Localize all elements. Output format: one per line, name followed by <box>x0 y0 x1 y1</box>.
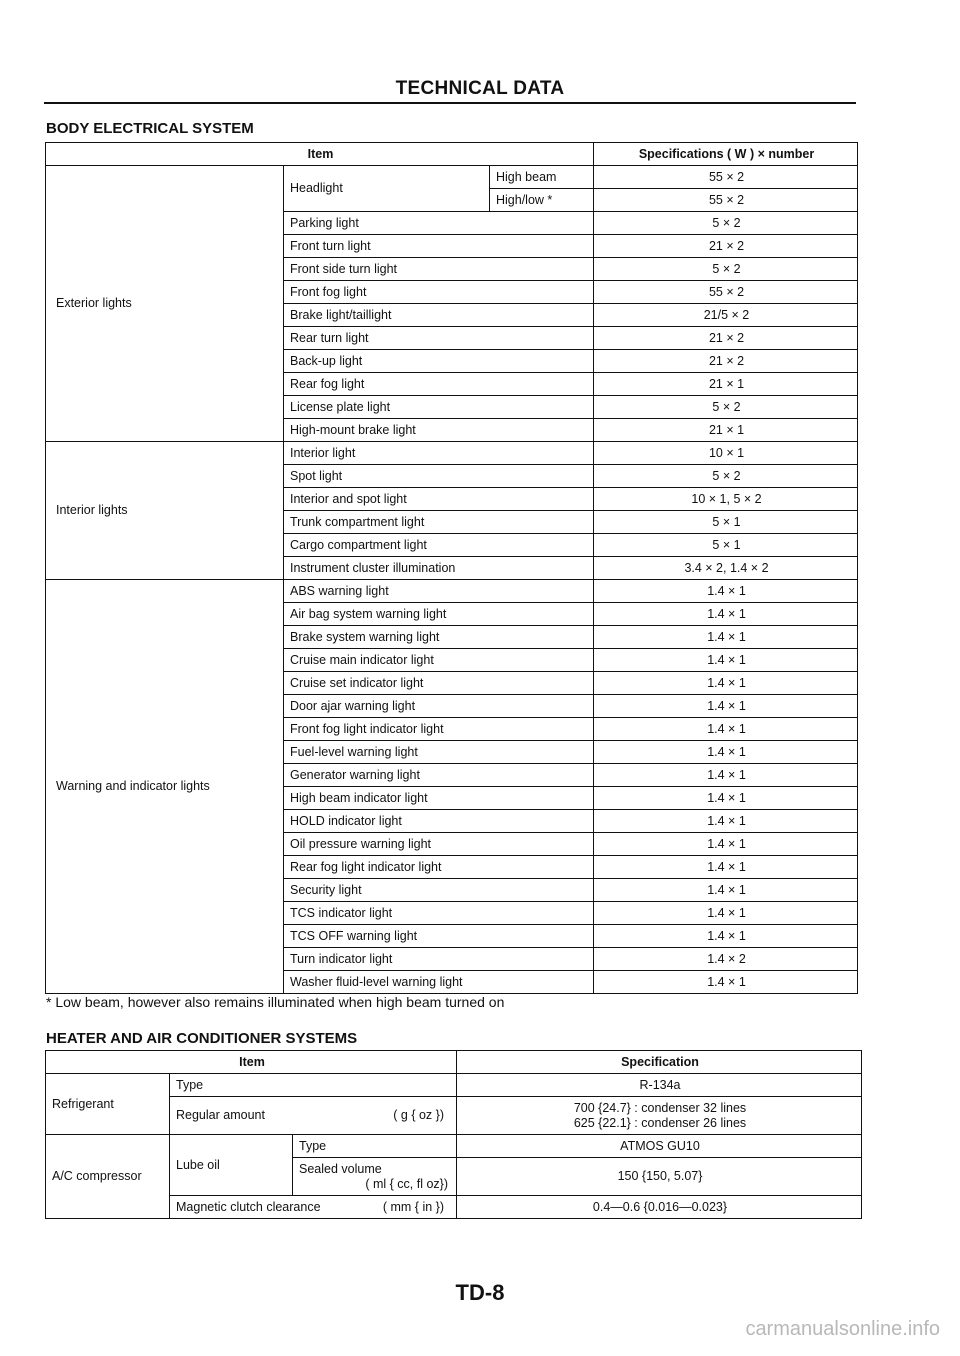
hvac-table <box>45 1050 862 1219</box>
item-name: Rear fog light <box>284 373 594 396</box>
headlight-label: Headlight <box>284 166 490 212</box>
spec-value: 1.4 × 1 <box>594 718 858 741</box>
lube-oil-label: Lube oil <box>170 1135 293 1196</box>
spec-value: 1.4 × 1 <box>594 879 858 902</box>
page-title: TECHNICAL DATA <box>395 78 565 99</box>
item-name: Rear fog light indicator light <box>284 856 594 879</box>
header-spec: Specifications ( W ) × number <box>594 143 858 166</box>
item-name: ABS warning light <box>284 580 594 603</box>
group-warning-indicator-lights: Warning and indicator lights <box>46 580 284 994</box>
body-electrical-table <box>45 142 858 994</box>
spec-value: 1.4 × 1 <box>594 925 858 948</box>
item-name: Parking light <box>284 212 594 235</box>
spec-value: 5 × 1 <box>594 534 858 557</box>
spec-value: 21 × 2 <box>594 235 858 258</box>
compressor-type-value: ATMOS GU10 <box>457 1135 862 1158</box>
spec-value: 1.4 × 1 <box>594 856 858 879</box>
spec-value: 21 × 2 <box>594 327 858 350</box>
headlight-sub: High beam <box>490 166 594 189</box>
sealed-volume-label: Sealed volume <box>299 1162 382 1177</box>
item-name: Cargo compartment light <box>284 534 594 557</box>
spec-value: 1.4 × 1 <box>594 741 858 764</box>
item-name: Fuel-level warning light <box>284 741 594 764</box>
table-header-row <box>46 1051 862 1074</box>
table-row <box>46 1135 862 1158</box>
spec-value: 1.4 × 1 <box>594 764 858 787</box>
item-name: Oil pressure warning light <box>284 833 594 856</box>
spec-value: 10 × 1 <box>594 442 858 465</box>
sealed-volume-cell <box>293 1158 457 1196</box>
refrigerant-type-value: R-134a <box>457 1074 862 1097</box>
item-name: Spot light <box>284 465 594 488</box>
table-row <box>46 1074 862 1097</box>
clutch-clearance-cell <box>170 1196 457 1219</box>
footnote: * Low beam, however also remains illuminated when high beam turned on <box>46 994 505 1010</box>
spec-value: 1.4 × 1 <box>594 787 858 810</box>
watermark: carmanualsonline.info <box>745 1318 940 1340</box>
item-name: Air bag system warning light <box>284 603 594 626</box>
item-name: Front turn light <box>284 235 594 258</box>
spec-value: 55 × 2 <box>594 281 858 304</box>
spec-value: 3.4 × 2, 1.4 × 2 <box>594 557 858 580</box>
item-name: Interior and spot light <box>284 488 594 511</box>
headlight-sub: High/low * <box>490 189 594 212</box>
item-name: Front fog light indicator light <box>284 718 594 741</box>
refrigerant-amount-unit: ( g { oz }) <box>393 1108 444 1123</box>
item-name: Security light <box>284 879 594 902</box>
spec-value: 55 × 2 <box>594 189 858 212</box>
refrigerant-amount-cell <box>170 1097 457 1135</box>
compressor-label: A/C compressor <box>46 1135 170 1219</box>
item-name: Back-up light <box>284 350 594 373</box>
spec-value: 1.4 × 1 <box>594 649 858 672</box>
item-name: TCS indicator light <box>284 902 594 925</box>
refrigerant-amount-label: Regular amount <box>176 1108 265 1123</box>
spec-value: 1.4 × 1 <box>594 695 858 718</box>
clutch-clearance-label: Magnetic clutch clearance <box>176 1199 321 1214</box>
spec-value: 21 × 1 <box>594 373 858 396</box>
item-name: Cruise set indicator light <box>284 672 594 695</box>
refrigerant-amount-value-2: 625 {22.1} : condenser 26 lines <box>573 1115 747 1130</box>
item-name: Brake system warning light <box>284 626 594 649</box>
header-item: Item <box>46 1051 457 1074</box>
item-name: Front side turn light <box>284 258 594 281</box>
item-name: Instrument cluster illumination <box>284 557 594 580</box>
item-name: Interior light <box>284 442 594 465</box>
item-name: HOLD indicator light <box>284 810 594 833</box>
compressor-type-label: Type <box>293 1135 457 1158</box>
item-name: Cruise main indicator light <box>284 649 594 672</box>
spec-value: 1.4 × 2 <box>594 948 858 971</box>
refrigerant-type-label: Type <box>170 1074 457 1097</box>
group-interior-lights: Interior lights <box>46 442 284 580</box>
body-electrical-heading: BODY ELECTRICAL SYSTEM <box>46 120 254 137</box>
item-name: Brake light/taillight <box>284 304 594 327</box>
refrigerant-label: Refrigerant <box>46 1074 170 1135</box>
item-name: Washer fluid-level warning light <box>284 971 594 994</box>
item-name: High-mount brake light <box>284 419 594 442</box>
spec-value: 1.4 × 1 <box>594 971 858 994</box>
sealed-volume-unit: ( ml { cc, fl oz}) <box>365 1176 448 1191</box>
item-name: License plate light <box>284 396 594 419</box>
spec-value: 1.4 × 1 <box>594 833 858 856</box>
item-name: Door ajar warning light <box>284 695 594 718</box>
spec-value: 1.4 × 1 <box>594 902 858 925</box>
title-rule <box>44 102 856 104</box>
table-header-row <box>46 143 858 166</box>
spec-value: 5 × 2 <box>594 258 858 281</box>
page-number: TD-8 <box>455 1280 505 1305</box>
header-item: Item <box>46 143 594 166</box>
spec-value: 5 × 1 <box>594 511 858 534</box>
group-exterior-lights: Exterior lights <box>46 166 284 442</box>
refrigerant-amount-value-1: 700 {24.7} : condenser 32 lines <box>573 1101 747 1116</box>
table-row <box>46 580 858 603</box>
spec-value: 1.4 × 1 <box>594 603 858 626</box>
spec-value: 1.4 × 1 <box>594 810 858 833</box>
spec-value: 21/5 × 2 <box>594 304 858 327</box>
sealed-volume-value: 150 {150, 5.07} <box>457 1158 862 1196</box>
spec-value: 10 × 1, 5 × 2 <box>594 488 858 511</box>
item-name: High beam indicator light <box>284 787 594 810</box>
spec-value: 1.4 × 1 <box>594 580 858 603</box>
spec-value: 21 × 2 <box>594 350 858 373</box>
item-name: TCS OFF warning light <box>284 925 594 948</box>
spec-value: 5 × 2 <box>594 465 858 488</box>
table-row <box>46 166 858 189</box>
spec-value: 5 × 2 <box>594 212 858 235</box>
spec-value: 1.4 × 1 <box>594 672 858 695</box>
spec-value: 5 × 2 <box>594 396 858 419</box>
item-name: Generator warning light <box>284 764 594 787</box>
clutch-clearance-unit: ( mm { in }) <box>382 1199 444 1214</box>
item-name: Turn indicator light <box>284 948 594 971</box>
item-name: Front fog light <box>284 281 594 304</box>
spec-value: 21 × 1 <box>594 419 858 442</box>
clutch-clearance-value: 0.4—0.6 {0.016—0.023} <box>457 1196 862 1219</box>
item-name: Trunk compartment light <box>284 511 594 534</box>
spec-value: 55 × 2 <box>594 166 858 189</box>
table-row <box>46 442 858 465</box>
header-spec: Specification <box>457 1051 862 1074</box>
item-name: Rear turn light <box>284 327 594 350</box>
refrigerant-amount-values <box>457 1097 862 1135</box>
spec-value: 1.4 × 1 <box>594 626 858 649</box>
hvac-heading: HEATER AND AIR CONDITIONER SYSTEMS <box>46 1030 358 1047</box>
